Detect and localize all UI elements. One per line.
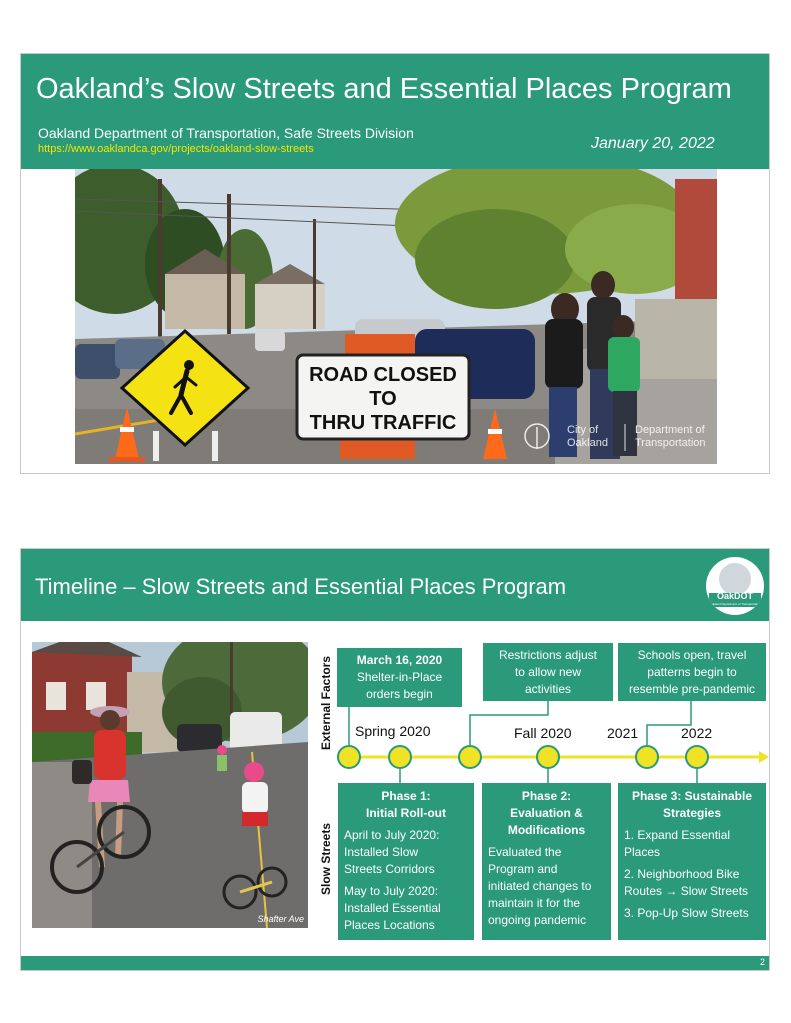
logo-subtitle: Oakland Department of Transportation xyxy=(709,602,761,606)
timeline-node xyxy=(338,746,360,768)
external-box-restrictions-line: activities xyxy=(524,682,571,696)
phase-2-item xyxy=(488,844,605,929)
watermark-city-of: City of xyxy=(567,424,599,436)
label-spring-2020: Spring 2020 xyxy=(355,723,431,739)
phase-1-title: Phase 1: xyxy=(381,789,431,803)
phase-3-box xyxy=(618,783,766,940)
external-box-restrictions-line: Restrictions adjust xyxy=(498,648,598,662)
phase-3-item xyxy=(624,827,760,861)
logo-name: OakDOT xyxy=(716,591,754,601)
label-fall-2020: Fall 2020 xyxy=(514,725,572,741)
slide-title-text: Oakland’s Slow Streets and Essential Places Program xyxy=(36,73,732,105)
phase-2-line: Program and xyxy=(488,862,558,876)
phase-1-line: April to July 2020: xyxy=(344,828,440,842)
phase-1-line: Places Locations xyxy=(344,918,435,932)
phase-2-line: ongoing pandemic xyxy=(488,913,587,927)
timeline-node xyxy=(636,746,658,768)
external-box-shelter-line: Shelter-in-Place xyxy=(356,670,443,684)
phase-1-box xyxy=(338,783,474,940)
phase-3-line: 2. Neighborhood Bike xyxy=(624,867,740,881)
phase-1-line: Installed Essential xyxy=(344,901,441,915)
external-box-restrictions xyxy=(483,643,613,701)
phase-2-box xyxy=(482,783,611,940)
timeline-node xyxy=(537,746,559,768)
phase-1-item xyxy=(344,827,468,878)
external-box-schools-line: patterns begin to xyxy=(647,665,737,679)
phase-3-line: Places xyxy=(624,845,661,859)
external-box-shelter-date: March 16, 2020 xyxy=(356,653,443,667)
sign-line-3: THRU TRAFFIC xyxy=(309,412,457,434)
label-2021: 2021 xyxy=(607,725,639,741)
road-closed-photo xyxy=(75,169,717,464)
timeline-node xyxy=(459,746,481,768)
external-box-schools-line: Schools open, travel xyxy=(637,648,747,662)
external-box-shelter xyxy=(337,648,462,707)
watermark-dept: Department of xyxy=(635,424,705,436)
phase-1-line: Streets Corridors xyxy=(344,862,435,876)
external-box-restrictions-line: to allow new xyxy=(514,665,582,679)
external-box-schools-line: resemble pre-pandemic xyxy=(628,682,756,696)
row-label-slow-streets: Slow Streets xyxy=(319,822,333,896)
timeline-node xyxy=(686,746,708,768)
phase-3-line: 3. Pop-Up Slow Streets xyxy=(624,906,749,920)
phase-2-line: Evaluated the xyxy=(488,845,562,859)
timeline-arrowhead xyxy=(759,751,769,763)
phase-3-item xyxy=(624,905,760,922)
phase-1-line: May to July 2020: xyxy=(344,884,439,898)
row-label-external: External Factors xyxy=(319,655,333,751)
phase-2-title: Evaluation & xyxy=(510,806,583,820)
department-subtitle: Oakland Department of Transportation, Safe Streets Division xyxy=(38,125,414,141)
slide-footer xyxy=(21,956,769,970)
phase-2-title: Phase 2: xyxy=(521,789,572,803)
presentation-date: January 20, 2022 xyxy=(591,135,715,152)
title-banner xyxy=(21,54,769,169)
sign-line-1: ROAD CLOSED xyxy=(309,364,457,386)
phase-3-line: Routes → Slow Streets xyxy=(624,884,749,898)
phase-2-title: Modifications xyxy=(507,823,586,837)
phase-1-item xyxy=(344,883,468,934)
phase-3-item xyxy=(624,866,760,900)
external-box-shelter-line: orders begin xyxy=(366,687,433,701)
phase-2-line: initiated changes to xyxy=(488,879,592,893)
photo-caption: Shafter Ave xyxy=(257,914,304,924)
program-link[interactable]: https://www.oaklandca.gov/projects/oakland-slow-streets xyxy=(38,143,314,155)
phase-3-title: Strategies xyxy=(662,806,722,820)
page-number: 2 xyxy=(759,957,765,967)
slide-timeline xyxy=(20,548,770,971)
sign-line-2: TO xyxy=(369,388,397,410)
phase-1-title: Initial Roll-out xyxy=(366,806,446,820)
phase-2-line: maintain it for the xyxy=(488,896,581,910)
timeline-node xyxy=(389,746,411,768)
watermark-oakland: Oakland xyxy=(567,437,608,449)
phase-1-line: Installed Slow xyxy=(344,845,419,859)
external-box-schools xyxy=(618,643,766,701)
watermark-transport: Transportation xyxy=(635,437,706,449)
phase-3-title: Phase 3: Sustainable xyxy=(631,789,753,803)
slide-title xyxy=(20,53,770,474)
timeline-title: Timeline – Slow Streets and Essential Places Program xyxy=(35,574,567,599)
phase-3-line: 1. Expand Essential xyxy=(624,828,731,842)
label-2022: 2022 xyxy=(681,725,713,741)
